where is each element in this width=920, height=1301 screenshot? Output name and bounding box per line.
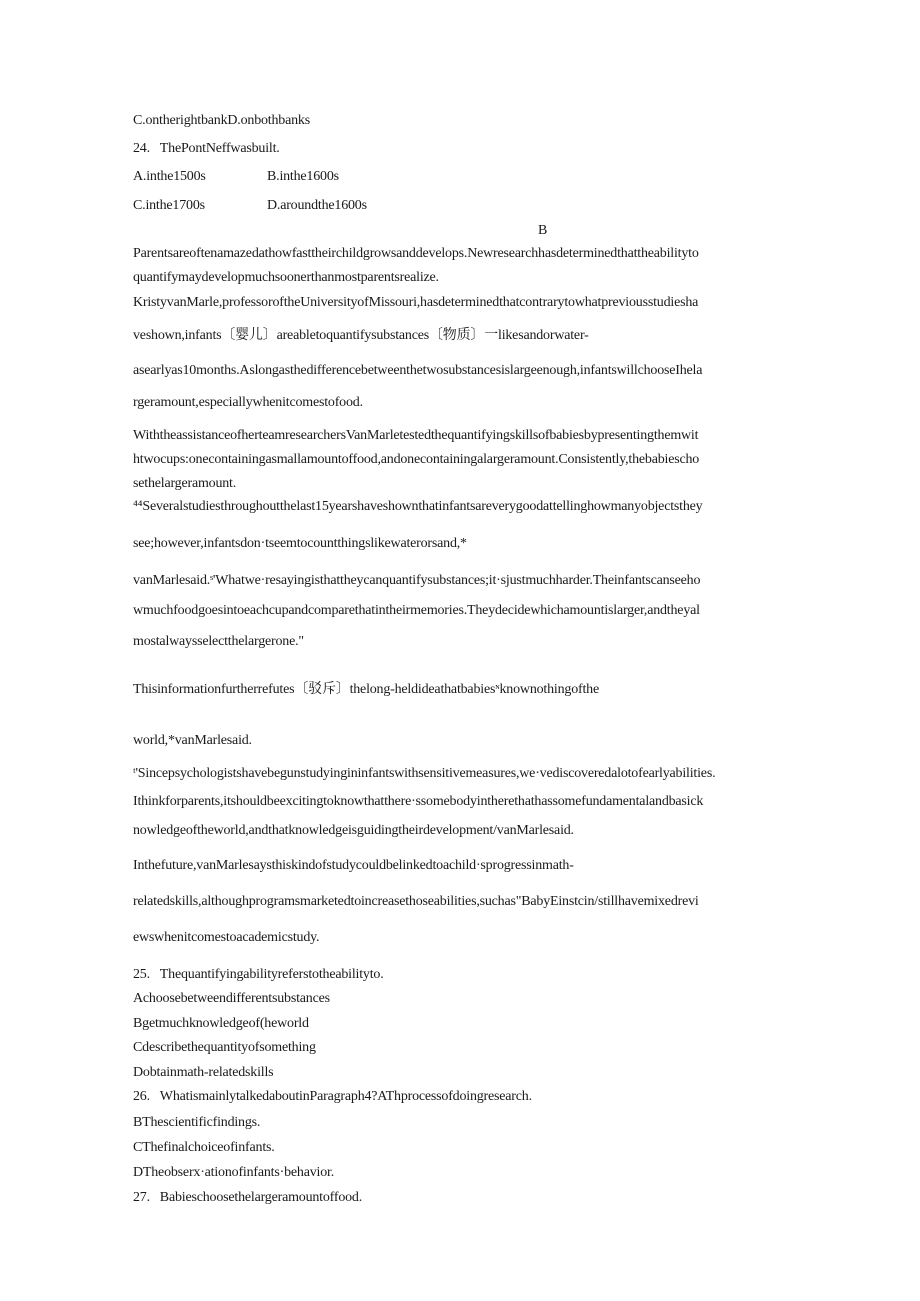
passage-line: asearlyas10months.Aslongasthedifferencebetweenthetwosubstancesislargeenough,infantswillchooseIhela [133,363,703,378]
passage-line: see;however,infantsdon·tseemtocountthingslikewaterorsand,* [133,536,467,551]
q25-option-b: Bgetmuchknowledgeof(heworld [133,1016,309,1031]
q24-stem: 24. ThePontNeffwasbuilt. [133,141,280,156]
q26-option-d: DTheobserx·ationofinfants·behavior. [133,1165,334,1180]
q25-option-d: Dobtainmath-relatedskills [133,1065,274,1080]
passage-b-label: B [538,223,548,238]
passage-line: relatedskills,althoughprogramsmarketedtoincreasethoseabilities,suchas"BabyEinstcin/stillhavemixedrevi [133,894,699,909]
passage-line: rgeramount,especiallywhenitcomestofood. [133,395,363,410]
passage-line: htwocups:onecontainingasmallamountoffood,andonecontainingalargeramount.Consistently,thebabiescho [133,452,700,467]
passage-line: world,*vanMarlesaid. [133,733,252,748]
q24-option-d: D.aroundthe1600s [267,198,367,213]
q24-option-c: C.inthe1700s [133,198,205,213]
q24-option-b: B.inthe1600s [267,169,339,184]
passage-line: veshown,infants〔婴儿〕areabletoquantifysubstances〔物质〕一likesandorwater- [133,328,589,343]
passage-line: Parentsareoftenamazedathowfasttheirchildgrowsanddevelops.Newresearchhasdeterminedthattheabilityto [133,246,699,261]
q27-stem: 27. Babieschoosethelargeramountoffood. [133,1190,363,1205]
passage-line: ⁴⁴Severalstudiesthroughoutthelast15yearshaveshownthatinfantsareverygoodattellinghowmanyobjectsthey [133,499,703,514]
q26-option-b: BThescientificfindings. [133,1115,261,1130]
q25-option-c: Cdescribethequantityofsomething [133,1040,316,1055]
q25-option-a: Achoosebetweendifferentsubstances [133,991,330,1006]
passage-line: sethelargeramount. [133,476,237,491]
passage-line: wmuchfoodgoesintoeachcupandcomparethatintheirmemories.Theydecidewhichamountislarger,andtheyal [133,603,700,618]
q26-option-c: CThefinalchoiceofinfants. [133,1140,275,1155]
passage-line: Thisinformationfurtherrefutes〔驳斥〕thelong-heldideathatbabiesᶰknownothingofthe [133,682,599,697]
passage-line: Ithinkforparents,itshouldbeexcitingtoknowthatthere·ssomebodyintherethathassomefundamentalandbasick [133,794,704,809]
q24-option-a: A.inthe1500s [133,169,206,184]
passage-line: WiththeassistanceofherteamresearchersVanMarletestedthequantifyingskillsofbabiesbypresentingthemwit [133,428,699,443]
passage-line: ewswhenitcomestoacademicstudy. [133,930,320,945]
passage-line: quantifymaydevelopmuchsoonerthanmostparentsrealize. [133,270,439,285]
passage-line: Inthefuture,vanMarlesaysthiskindofstudycouldbelinkedtoachild·sprogressinmath- [133,858,574,873]
passage-line: mostalwaysselectthelargerone." [133,634,304,649]
passage-line: KristyvanMarle,professoroftheUniversityofMissouri,hasdeterminedthatcontrarytowhatpreviousstudiesha [133,295,699,310]
q25-stem: 25. Thequantifyingabilityreferstotheabilityto. [133,967,384,982]
passage-line: vanMarlesaid.ˢ'Whatwe·resayingisthattheycanquantifysubstances;it·sjustmuchharder.Theinfantscanseeho [133,573,701,588]
q26-stem: 26. WhatismainlytalkedaboutinParagraph4?AThprocessofdoingresearch. [133,1089,532,1104]
passage-line: nowledgeoftheworld,andthatknowledgeisguidingtheirdevelopment/vanMarlesaid. [133,823,574,838]
passage-line: ᵗ'Sincepsychologistshavebegunstudyingininfantswithsensitivemeasures,we·vediscoveredalotofearlyabilities. [133,766,716,781]
q23-options-cd: C.ontherightbankD.onbothbanks [133,113,310,128]
